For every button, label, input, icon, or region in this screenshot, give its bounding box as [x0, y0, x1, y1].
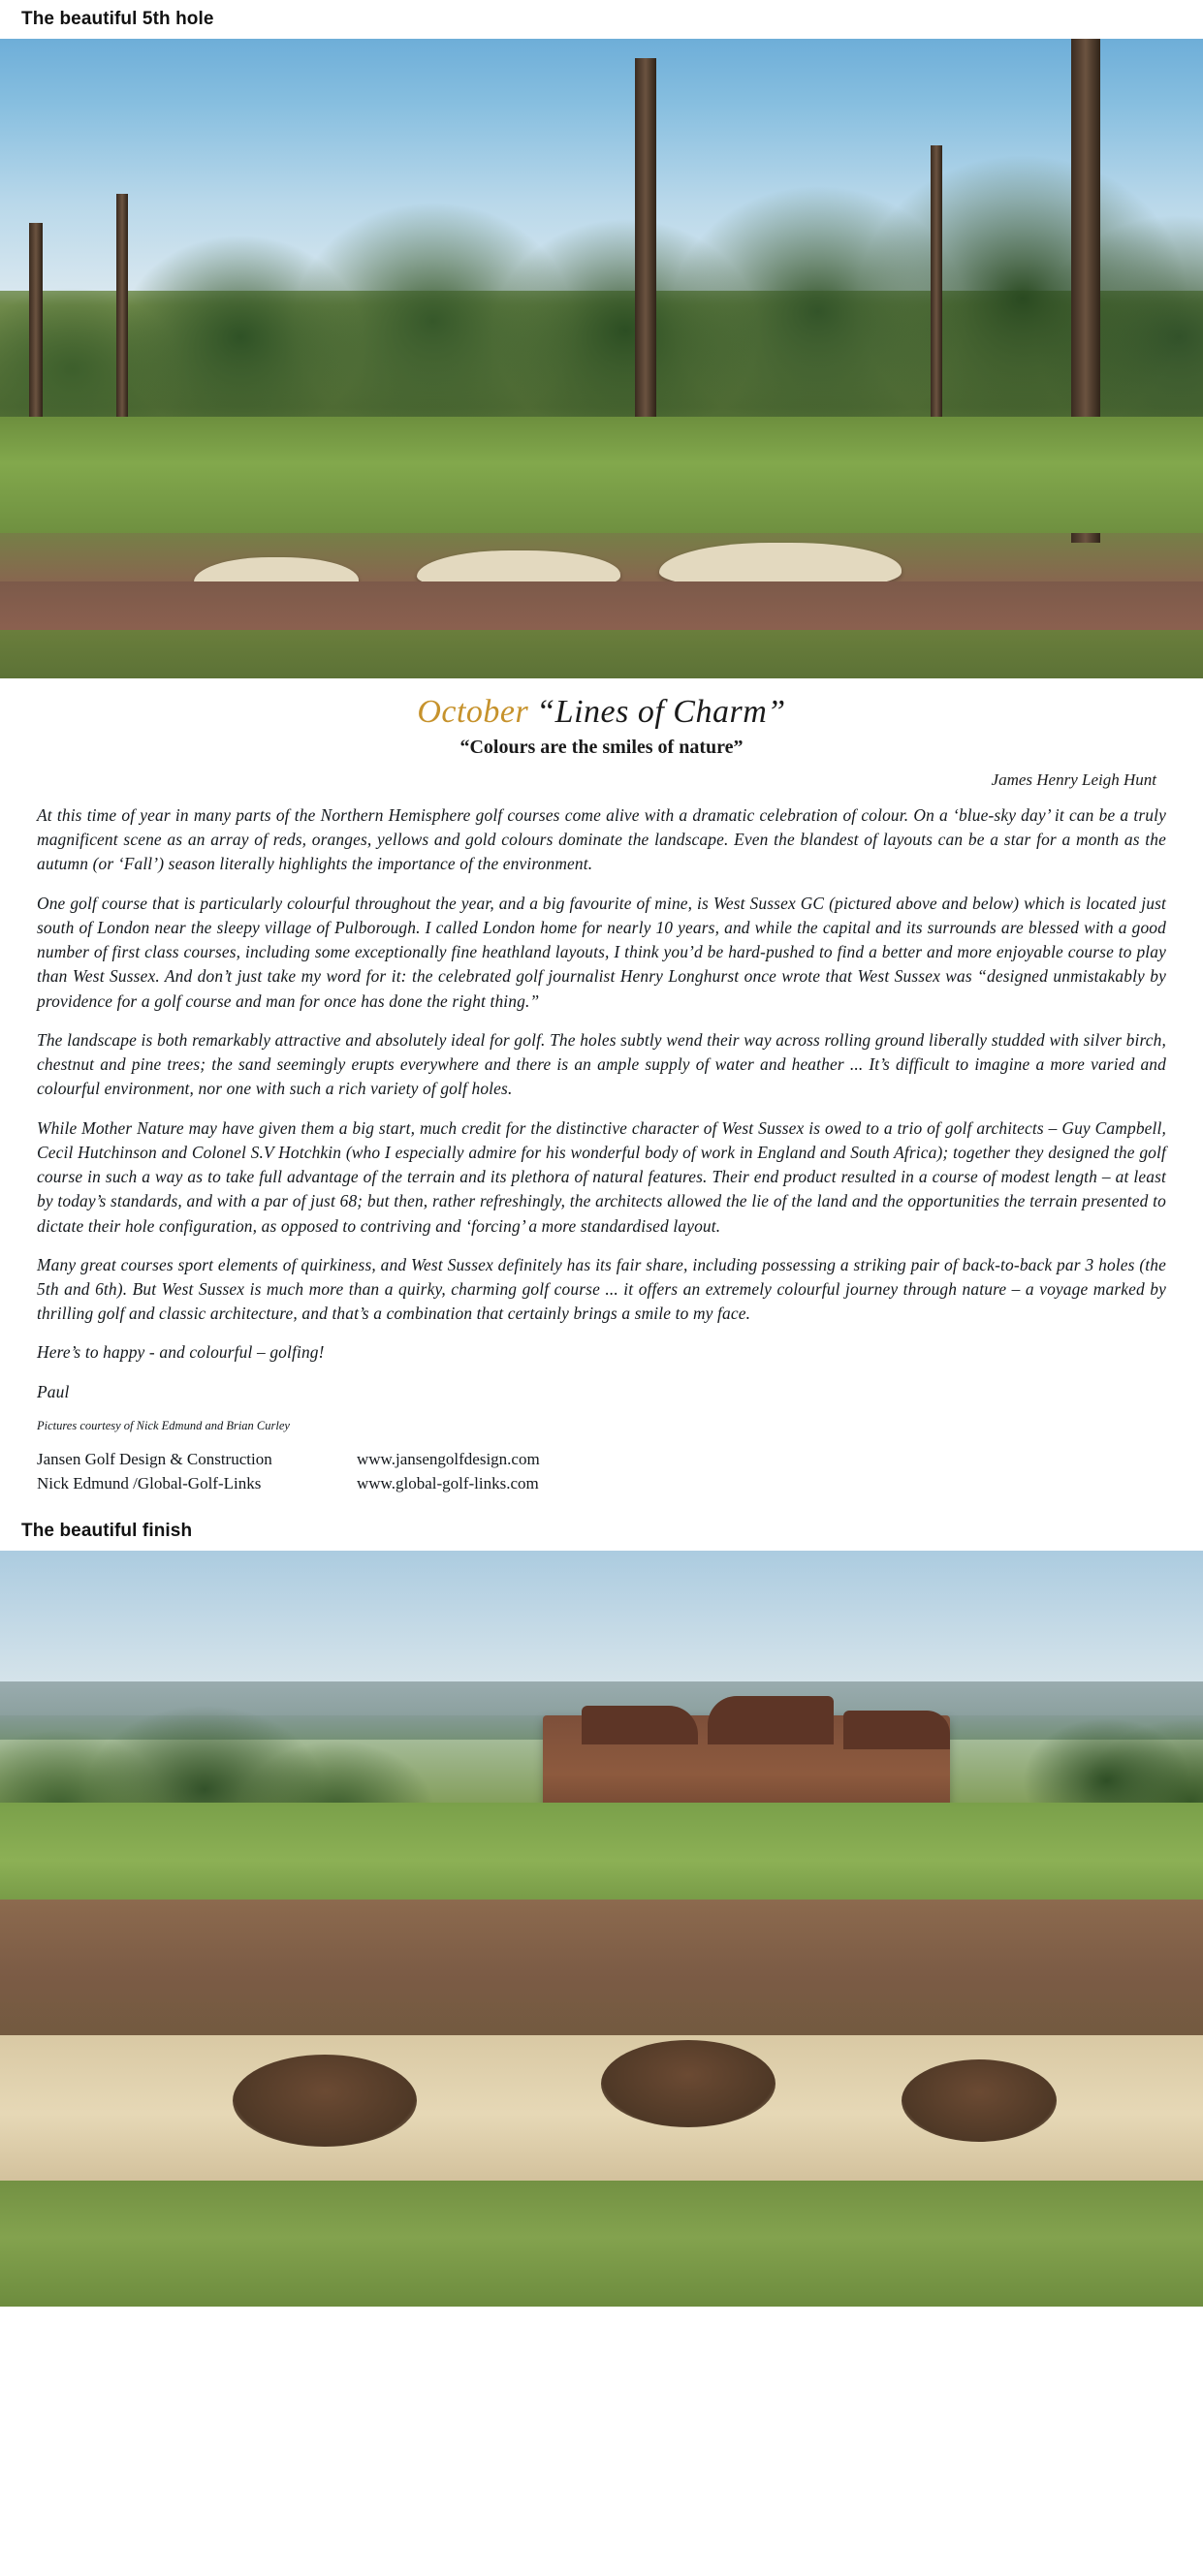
paragraph: While Mother Nature may have given them a big start, much credit for the distinctive character of West Sussex is owed to a trio of golf architects – Guy Campbell, Cecil Hutchinson and Colonel S.V Hotchkin (who I especially admire for his wonderful body of work in England and South Africa); together they designed the golf course in such a way as to take full advantage of the terrain and its plethora of natural features. Their end product resulted in a course of modest length – at least by today’s standards, and with a par of just 68; but then, rather refreshingly, the architects allowed the lie of the land and the opportunities the terrain presented to dictate their hole configuration, as opposed to contriving and ‘forcing’ a more standardised layout.: [37, 1117, 1166, 1236]
clubhouse-roof: [582, 1706, 698, 1744]
paragraph: One golf course that is particularly colourful throughout the year, and a big favourite of mine, is West Sussex GC (pictured above and below) which is located just south of London near the sleepy village of Pulborough. I called London home for nearly 10 years, and while the capital and its surrounds are blessed with a good number of first class courses, including some exceptionally fine heathland layouts, I think you’d be hard-pushed to find a better and more enjoyable course to play than West Sussex. And don’t just take my word for it: the celebrated golf journalist Henry Longhurst once wrote that West Sussex was “designed unmistakably by providence for a golf course and man for once has done the right thing.”: [37, 893, 1166, 1011]
foreground-grass: [0, 630, 1203, 678]
contact-row: [37, 1471, 1174, 1496]
title-month: October: [417, 694, 529, 730]
contact-name: Jansen Golf Design & Construction: [37, 1449, 272, 1468]
clubhouse-roof: [843, 1711, 950, 1749]
top-photo: [0, 0, 1203, 678]
article-paragraphs: [29, 803, 1174, 1404]
heather-bush: [233, 2055, 417, 2147]
quote-attribution: James Henry Leigh Hunt: [991, 770, 1156, 789]
paragraph: Many great courses sport elements of quirkiness, and West Sussex definitely has its fair share, including possessing a striking pair of back-to-back par 3 holes (the 5th and 6th). But West Sussex is much more than a quirky, charming golf course ... it offers an extremely colourful journey through nature – a voyage marked by thrilling golf and classic architecture, and that’s a combination that certainly brings a smile to my face.: [37, 1254, 1166, 1324]
paragraph: The landscape is both remarkably attractive and absolutely ideal for golf. The holes subtly wend their way across rolling ground liberally studded with silver birch, chestnut and pine trees; the sand seemingly erupts everywhere and there is an ample supply of water and heather ... It’s difficult to imagine a more varied and colourful environment, nor one with such a rich variety of golf holes.: [37, 1029, 1166, 1099]
paragraph: At this time of year in many parts of the Northern Hemisphere golf courses come alive with a dramatic celebration of colour. On a ‘blue-sky day’ it can be a truly magnificent scene as an array of reds, oranges, yellows and gold colours dominate the landscape. Even the blandest of layouts can be a star for a month as the autumn (or ‘Fall’) season literally highlights the importance of the environment.: [37, 805, 1166, 874]
top-photo-caption: The beautiful 5th hole: [21, 9, 214, 29]
heather-bush: [601, 2040, 776, 2127]
article-subtitle: “Colours are the smiles of nature”: [459, 737, 744, 758]
contact-list: [37, 1447, 1174, 1496]
signature: Paul: [37, 1381, 70, 1401]
closing-line: Here’s to happy - and colourful – golfing!: [37, 1342, 325, 1363]
contact-url[interactable]: www.jansengolfdesign.com: [357, 1449, 540, 1468]
title-main: “Lines of Charm”: [536, 694, 786, 730]
clubhouse-roof: [708, 1696, 834, 1744]
contact-url[interactable]: www.global-golf-links.com: [357, 1474, 539, 1493]
article-title: [29, 696, 1174, 729]
bottom-photo: [0, 1512, 1203, 2307]
top-photo-caption-bar: [0, 0, 1203, 39]
heather-bush: [902, 2059, 1057, 2142]
foreground-grass: [0, 2181, 1203, 2307]
picture-credit: Pictures courtesy of Nick Edmund and Brian Curley: [37, 1418, 290, 1432]
article-body: [0, 678, 1203, 1512]
fairway-layer: [0, 417, 1203, 533]
bottom-photo-caption-bar: [0, 1512, 1203, 1551]
bottom-photo-caption: The beautiful finish: [21, 1520, 193, 1541]
contact-row: [37, 1447, 1174, 1472]
contact-name: Nick Edmund /Global-Golf-Links: [37, 1474, 262, 1493]
